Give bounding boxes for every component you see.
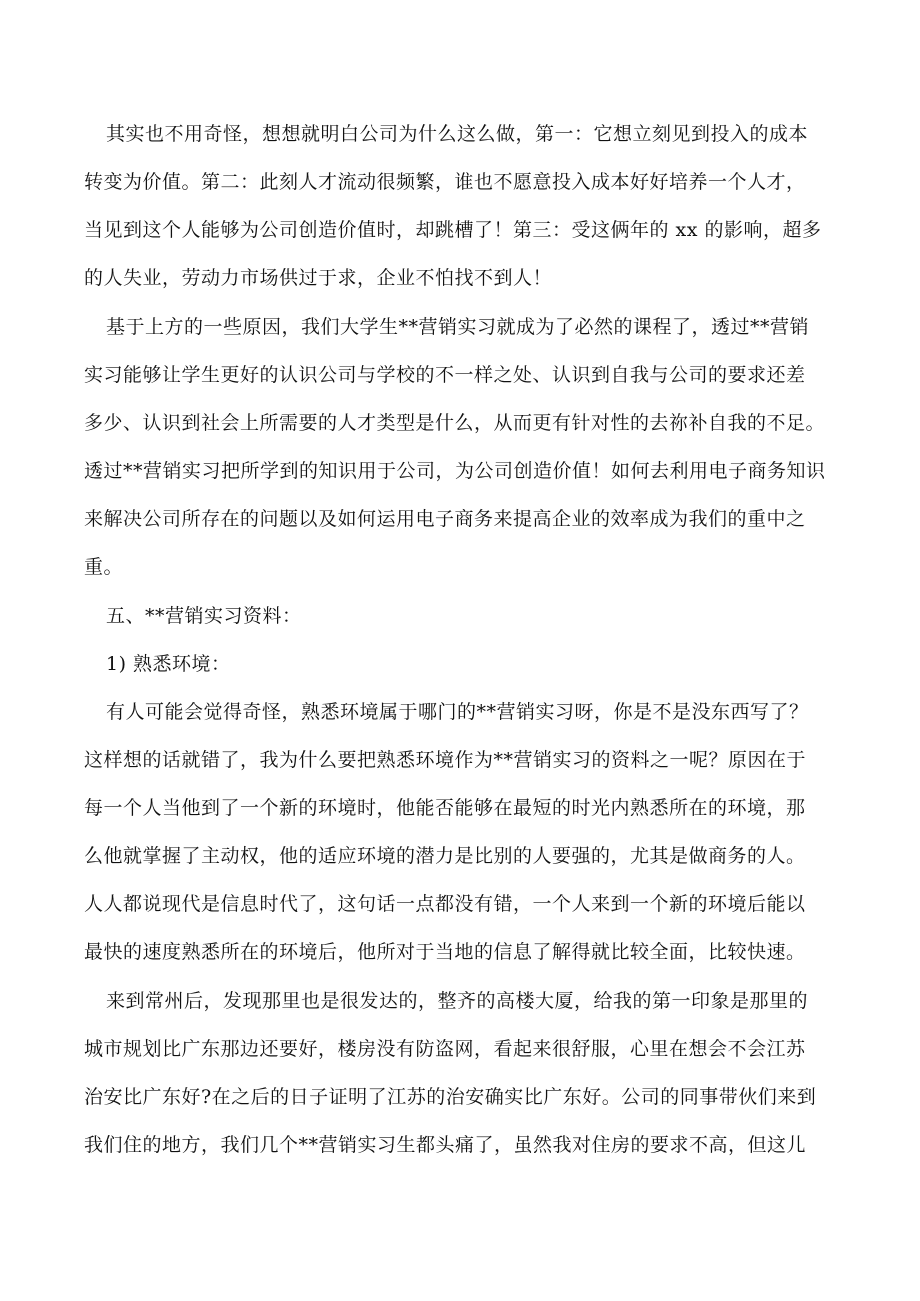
paragraph-line: 么他就掌握了主动权，他的适应环境的潜力是比别的人要强的，尤其是做商务的人。 — [84, 845, 806, 867]
section-heading: 五、**营销实习资料： — [106, 605, 302, 627]
paragraph-line: 其实也不用奇怪，想想就明白公司为什么这么做，第一：它想立刻见到投入的成本 — [106, 123, 809, 145]
paragraph-line: 来解决公司所存在的问题以及如何运用电子商务来提高企业的效率成为我们的重中之 — [84, 508, 806, 530]
paragraph-line: 当见到这个人能够为公司创造价值时，却跳槽了！第三：受这俩年的 xx 的影响，超多 — [84, 219, 822, 241]
paragraph-line: 治安比广东好?在之后的日子证明了江苏的治安确实比广东好。公司的同事带伙们来到 — [84, 1086, 817, 1108]
paragraph-line: 多少、认识到社会上所需要的人才类型是什么，从而更有针对性的去祢补自我的不足。 — [84, 412, 826, 434]
paragraph-line: 重。 — [84, 556, 124, 578]
paragraph-line: 基于上方的一些原因，我们大学生**营销实习就成为了必然的课程了，透过**营销 — [106, 316, 810, 338]
paragraph-line: 人人都说现代是信息时代了，这句话一点都没有错，一个人来到一个新的环境后能以 — [84, 893, 806, 915]
paragraph-line: 透过**营销实习把所学到的知识用于公司，为公司创造价值！如何去利用电子商务知识 — [84, 460, 826, 482]
paragraph-line: 的人失业，劳动力市场供过于求，企业不怕找不到人！ — [84, 267, 553, 289]
paragraph-line: 这样想的话就错了，我为什么要把熟悉环境作为**营销实习的资料之一呢？原因在于 — [84, 749, 807, 771]
paragraph-line: 每一个人当他到了一个新的环境时，他能否能够在最短的时光内熟悉所在的环境，那 — [84, 797, 806, 819]
paragraph-line: 来到常州后，发现那里也是很发达的，整齐的高楼大厦，给我的第一印象是那里的 — [106, 990, 809, 1012]
paragraph-line: 最快的速度熟悉所在的环境后，他所对于当地的信息了解得就比较全面，比较快速。 — [84, 941, 806, 963]
paragraph-line: 实习能够让学生更好的认识公司与学校的不一样之处、认识到自我与公司的要求还差 — [84, 364, 806, 386]
paragraph-line: 转变为价值。第二：此刻人才流动很频繁，谁也不愿意投入成本好好培养一个人才， — [84, 171, 806, 193]
subsection-heading: 1) 熟悉环境： — [106, 653, 231, 675]
paragraph-line: 有人可能会觉得奇怪，熟悉环境属于哪门的**营销实习呀，你是不是没东西写了？ — [106, 701, 809, 723]
paragraph-line: 城市规划比广东那边还要好，楼房没有防盗网，看起来很舒服，心里在想会不会江苏 — [84, 1038, 806, 1060]
paragraph-line: 我们住的地方，我们几个**营销实习生都头痛了，虽然我对住房的要求不高，但这儿 — [84, 1134, 807, 1156]
